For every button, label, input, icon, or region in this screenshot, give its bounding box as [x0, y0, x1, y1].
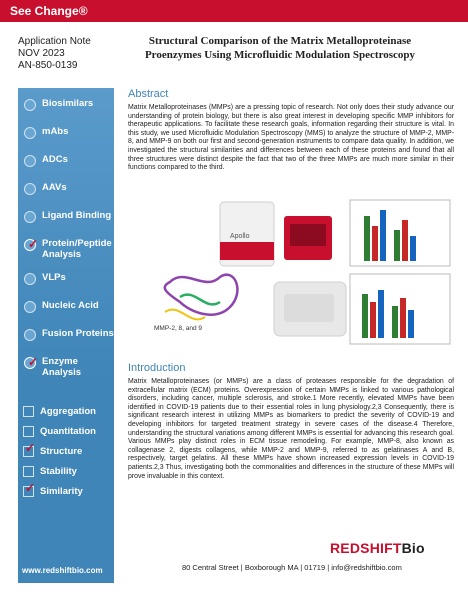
- sidebar-item-label: Enzyme Analysis: [42, 356, 82, 378]
- sidebar-lower-item[interactable]: [23, 466, 77, 477]
- check-icon: ✓: [25, 481, 36, 495]
- sidebar-item-label: Fusion Proteins: [42, 328, 114, 339]
- sidebar-item[interactable]: [24, 272, 66, 292]
- radio-icon: [24, 355, 39, 369]
- sidebar-item-label: mAbs: [42, 126, 69, 137]
- figure-caption: MMP-2, 8, and 9: [154, 325, 203, 332]
- sidebar-lower-label: Structure: [40, 446, 83, 457]
- instrument-label: Apollo: [230, 233, 250, 240]
- sidebar-item[interactable]: [24, 238, 114, 258]
- abstract-heading: Abstract: [128, 88, 169, 100]
- check-icon: ✓: [28, 237, 39, 251]
- introduction-heading: Introduction: [128, 362, 186, 374]
- radio-icon: [24, 273, 36, 285]
- sidebar-item[interactable]: [24, 300, 99, 320]
- radio-icon: [24, 301, 36, 313]
- checkbox-icon: [23, 466, 34, 477]
- checkbox-icon: [23, 441, 36, 457]
- sidebar-lower-item[interactable]: [23, 406, 96, 417]
- radio-icon: [24, 99, 36, 111]
- sidebar-item-label: Ligand Binding: [42, 210, 112, 221]
- brand-tagline: See Change®: [10, 4, 88, 18]
- radio-icon: [24, 237, 39, 251]
- footer-address: 80 Central Street | Boxborough MA | 01719 | info@redshiftbio.com: [182, 563, 402, 572]
- radio-icon: [24, 211, 36, 223]
- sidebar-item[interactable]: [24, 98, 93, 118]
- sidebar-item[interactable]: [24, 356, 114, 376]
- sidebar-item-label: Nucleic Acid: [42, 300, 99, 311]
- sidebar-lower-label: Stability: [40, 466, 77, 477]
- sidebar-item-label: AAVs: [42, 182, 67, 193]
- sidebar-item[interactable]: [24, 328, 114, 348]
- sidebar-lower-label: Quantitation: [40, 426, 96, 437]
- sidebar-item-label: Protein/Peptide Analysis: [42, 238, 112, 260]
- sidebar-item-label: Biosimilars: [42, 98, 94, 109]
- top-banner: [0, 0, 468, 22]
- hero-figure: [124, 190, 454, 350]
- checkbox-icon: [23, 426, 34, 437]
- page-title: Structural Comparison of the Matrix Metalloproteinase Proenzymes Using Microfluidic Modulation Spectroscopy: [144, 35, 416, 61]
- radio-icon: [24, 183, 36, 195]
- checkbox-icon: [23, 481, 36, 497]
- sidebar-item[interactable]: [24, 182, 67, 202]
- radio-icon: [24, 155, 36, 167]
- sidebar-item-label: ADCs: [42, 154, 68, 165]
- radio-icon: [24, 329, 36, 341]
- check-icon: ✓: [25, 441, 36, 455]
- website-url[interactable]: www.redshiftbio.com: [22, 566, 103, 575]
- sidebar-lower-item[interactable]: [23, 481, 83, 497]
- sidebar-item[interactable]: [24, 154, 68, 174]
- sidebar-lower-label: Similarity: [40, 486, 83, 497]
- doc-type: Application Note: [18, 36, 91, 47]
- application-note-info: [18, 36, 91, 72]
- sidebar: [18, 88, 114, 583]
- sidebar-item[interactable]: [24, 126, 68, 146]
- sidebar-lower-item[interactable]: [23, 426, 96, 437]
- radio-icon: [24, 127, 36, 139]
- abstract-text: Matrix Metalloproteinases (MMPs) are a pressing topic of research. Not only does their study advance our understanding of protein biology, but there is also great interest in developing specific MMP inhibitors for therapeutic applications. To facilitate these research goals, information regarding their structure is vital. In this study, we used Microfluidic Modulation Spectroscopy (MMS) to analyze the structure of MMP-2, MMP-8, and MMP-9 on both our first and second-generation instruments to compare data quality. In addition, we investigated the structural similarities and differences between each of these proteins and found that all three structures were distinct despite the fact that two of the three MMPs are much more similar in their functions compared to the third.: [128, 104, 454, 172]
- check-icon: ✓: [28, 355, 39, 369]
- sidebar-lower-label: Aggregation: [40, 406, 96, 417]
- sidebar-item-label: VLPs: [42, 272, 66, 283]
- checkbox-icon: [23, 406, 34, 417]
- doc-date: NOV 2023: [18, 48, 65, 59]
- sidebar-lower-item[interactable]: [23, 441, 83, 457]
- sidebar-item[interactable]: [24, 210, 111, 230]
- introduction-text: Matrix Metalloproteinases (or MMPs) are a class of proteases responsible for the degradation of extracellular matrix (ECM) proteins. Overexpression of certain MMPs is linked to various pathological disorders, including cancer, multiple sclerosis, and stroke.1 More recently, elevated MMPs have been identified in COVID-19 patients due to their essential roles in lung physiology.2,3 Consequently, there is significant research interest in utilizing MMPs as biomarkers to predict the severity of COVID-19 and developing inhibitors for targeted treatment strategy in severe cases of the disease.4 Therefore, understanding the structural variations among different MMPs is essential for advancing this research goal. Various MMPs play distinct roles in ECM tissue remodeling. For example, MMP-8, also known as collagenase 2, digests collagens, while MMP-2 and MMP-9, referred to as gelatinases A and B, respectively, target gelatins. All these MMPs have shown increased expression levels in COVID-19 patients.2,3 Thus, investigating both the commonalities and differences in the structure of these MMPs will prove invaluable in this context.: [128, 378, 454, 480]
- doc-number: AN-850-0139: [18, 60, 78, 71]
- redshift-logo: REDSHIFTBio: [330, 540, 425, 556]
